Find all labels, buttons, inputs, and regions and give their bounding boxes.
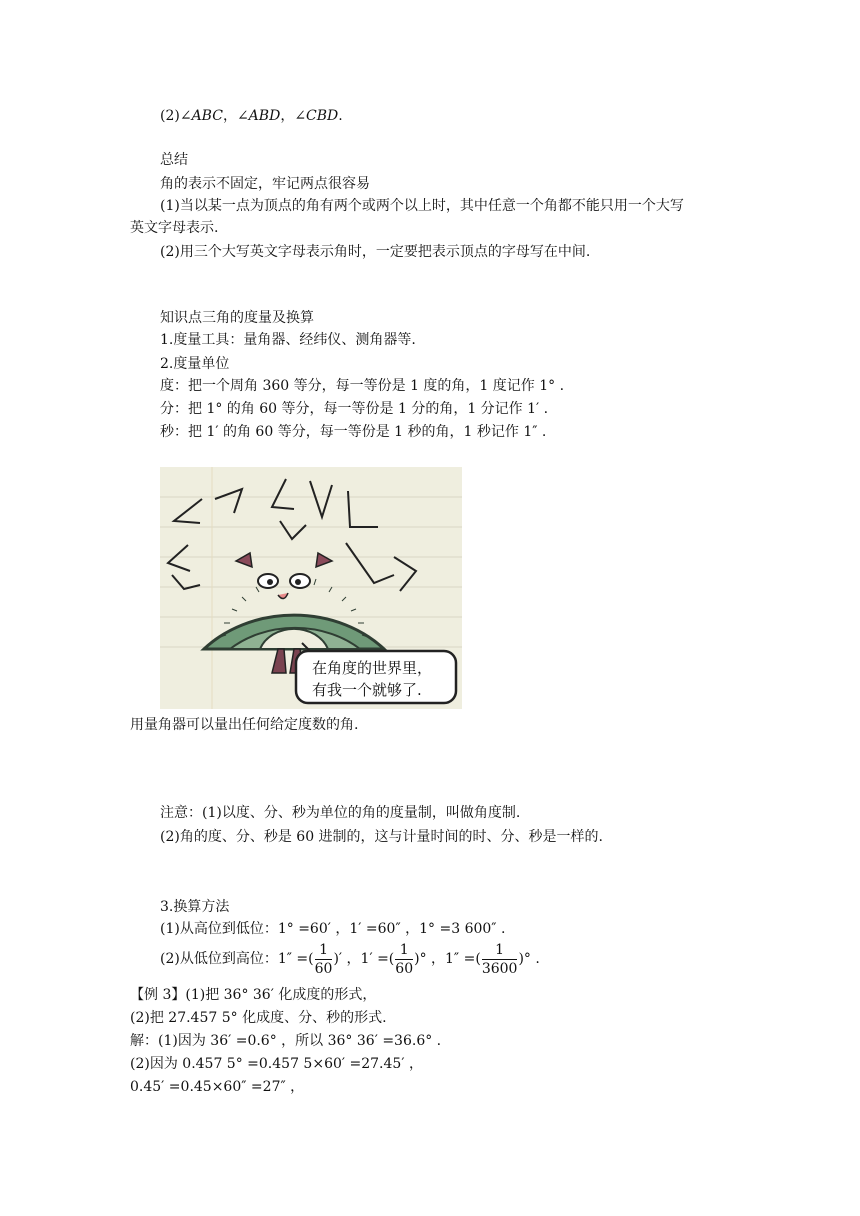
note-line-2: (2)角的度、分、秒是 60 进制的，这与计量时间的时、分、秒是一样的. (160, 829, 603, 845)
note-line-1: 注意：(1)以度、分、秒为单位的角的度量制，叫做角度制. (160, 805, 521, 821)
measure-tools: 1.度量工具：量角器、经纬仪、测角器等. (160, 332, 416, 348)
fraction-1-60-b (395, 941, 413, 978)
conversion-title: 3.换算方法 (160, 899, 230, 915)
angle-cbd: ∠CBD (294, 108, 339, 124)
figure-caption: 用量角器可以量出任何给定度数的角. (130, 717, 359, 733)
fraction-1-60 (315, 941, 333, 978)
speech-line-2: 有我一个就够了. (312, 681, 422, 699)
angle-abd: ∠ABD (236, 108, 281, 124)
low-to-high (160, 940, 540, 978)
summary-title: 总结 (160, 152, 188, 168)
text-segment: )° . (518, 951, 540, 967)
angle-abc: ∠ABC (179, 108, 223, 124)
numerator: 1 (315, 941, 333, 960)
degree-def: 度：把一个周角 360 等分，每一等份是 1 度的角，1 度记作 1° . (160, 378, 565, 394)
high-to-low: (1)从高位到低位：1° =60′ ，1′ =60″ ，1° =3 600″ . (160, 921, 506, 937)
low-to-high-prefix: (2)从低位到高位：1″ =( (160, 951, 314, 967)
period: . (338, 108, 343, 124)
summary-point1-line2: 英文字母表示. (130, 220, 219, 236)
second-def: 秒：把 1′ 的角 60 等分，每一等份是 1 秒的角，1 秒记作 1″ . (160, 424, 547, 440)
numerator: 1 (482, 941, 518, 960)
separator: ， (280, 108, 295, 124)
protractor-illustration (160, 467, 462, 709)
text-segment: )′ ，1′ =( (333, 951, 395, 967)
example3-q1: 【例 3】(1)把 36° 36′ 化成度的形式， (130, 987, 377, 1003)
speech-line-1: 在角度的世界里， (312, 659, 433, 677)
units-title: 2.度量单位 (160, 356, 230, 372)
example3-a2: (2)因为 0.457 5° =0.457 5×60′ =27.45′ ， (130, 1056, 423, 1072)
summary-point2: (2)用三个大写英文字母表示角时，一定要把表示顶点的字母写在中间. (160, 244, 591, 260)
denominator: 3600 (481, 960, 518, 977)
summary-tagline: 角的表示不固定，牢记两点很容易 (160, 176, 370, 192)
fraction-1-3600 (482, 941, 518, 978)
example3-a1: 解：(1)因为 36′ =0.6° ，所以 36° 36′ =36.6° . (130, 1033, 442, 1049)
separator: ， (222, 108, 237, 124)
numerator: 1 (395, 941, 413, 960)
summary-point1-line1: (1)当以某一点为顶点的角有两个或两个以上时，其中任意一个角都不能只用一个大写 (160, 198, 684, 214)
denominator: 60 (314, 960, 333, 977)
angle-list-line (160, 106, 343, 126)
protractor-cartoon-svg (160, 467, 462, 709)
knowledge3-title: 知识点三角的度量及换算 (160, 310, 314, 326)
minute-def: 分：把 1° 的角 60 等分，每一等份是 1 分的角，1 分记作 1′ . (160, 401, 549, 417)
example3-a3: 0.45′ =0.45×60″ =27″ ， (130, 1079, 305, 1095)
text-segment: )° ，1″ =( (414, 951, 481, 967)
item-number: (2) (160, 108, 180, 124)
example3-q2: (2)把 27.457 5° 化成度、分、秒的形式. (130, 1010, 387, 1026)
denominator: 60 (395, 960, 414, 977)
